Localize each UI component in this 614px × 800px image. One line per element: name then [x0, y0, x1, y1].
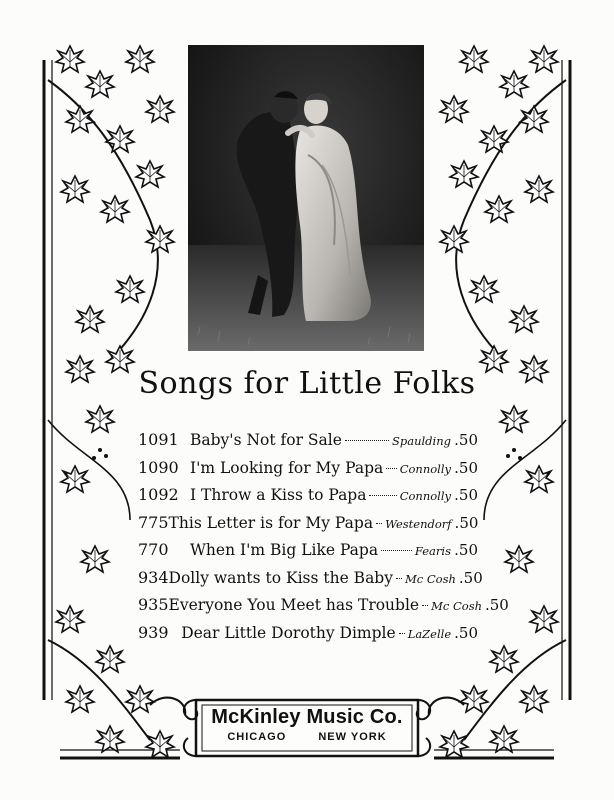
page-title: Songs for Little Folks	[138, 366, 476, 401]
list-item	[138, 430, 478, 458]
song-title: I'm Looking for My Papa	[190, 458, 384, 477]
song-price: .50	[458, 568, 483, 587]
publisher-city-new-york: NEW YORK	[318, 731, 387, 743]
list-item	[138, 458, 478, 486]
song-price: .50	[454, 623, 478, 642]
song-number: 770	[138, 540, 169, 559]
dot-leader	[345, 440, 389, 441]
publisher-city-chicago: CHICAGO	[227, 731, 287, 743]
song-number: 1091	[138, 430, 179, 449]
publisher-name: McKinley Music Co.	[211, 706, 403, 728]
song-list	[138, 430, 509, 650]
dot-leader	[422, 605, 428, 606]
song-composer: Connolly	[399, 461, 451, 476]
publisher-cities	[196, 731, 418, 743]
song-price: .50	[485, 596, 509, 614]
publisher-box	[196, 702, 418, 754]
list-item	[138, 623, 478, 651]
song-number: 1090	[138, 457, 179, 477]
song-price: .50	[454, 458, 478, 477]
song-title: Dear Little Dorothy Dimple	[181, 623, 396, 642]
dot-leader	[396, 578, 402, 579]
list-item	[138, 485, 478, 513]
song-composer: Mc Cosh	[405, 571, 456, 586]
song-price: .50	[454, 431, 478, 449]
song-number: 1092	[138, 485, 179, 504]
song-number: 935	[138, 595, 169, 614]
list-item	[138, 595, 509, 623]
list-item	[138, 567, 483, 596]
song-title: I Throw a Kiss to Papa	[190, 486, 367, 504]
dancing-couple-illustration	[188, 45, 424, 351]
list-item	[138, 513, 478, 541]
song-composer: Connolly	[399, 489, 451, 503]
song-title: Dolly wants to Kiss the Baby	[168, 568, 393, 587]
song-composer: Spaulding	[392, 434, 451, 448]
song-number: 934	[138, 567, 169, 587]
song-title: This Letter is for My Papa	[168, 513, 374, 532]
dot-leader	[376, 523, 382, 524]
dot-leader	[386, 468, 396, 469]
dot-leader	[369, 495, 396, 496]
song-composer: Fearis	[414, 544, 451, 558]
dot-leader	[399, 633, 405, 634]
song-number: 775	[138, 512, 169, 532]
song-title: Baby's Not for Sale	[190, 431, 342, 449]
song-price: .50	[454, 513, 479, 532]
song-title: When I'm Big Like Papa	[190, 541, 379, 559]
song-price: .50	[454, 486, 478, 504]
song-number: 939	[138, 622, 169, 642]
dot-leader	[381, 550, 412, 551]
list-item	[138, 540, 478, 568]
song-title: Everyone You Meet has Trouble	[168, 596, 420, 614]
song-price: .50	[454, 541, 478, 559]
song-composer: Mc Cosh	[431, 599, 482, 613]
couple-photograph	[188, 45, 424, 351]
song-composer: Westendorf	[385, 516, 452, 531]
song-composer: LaZelle	[407, 626, 452, 641]
